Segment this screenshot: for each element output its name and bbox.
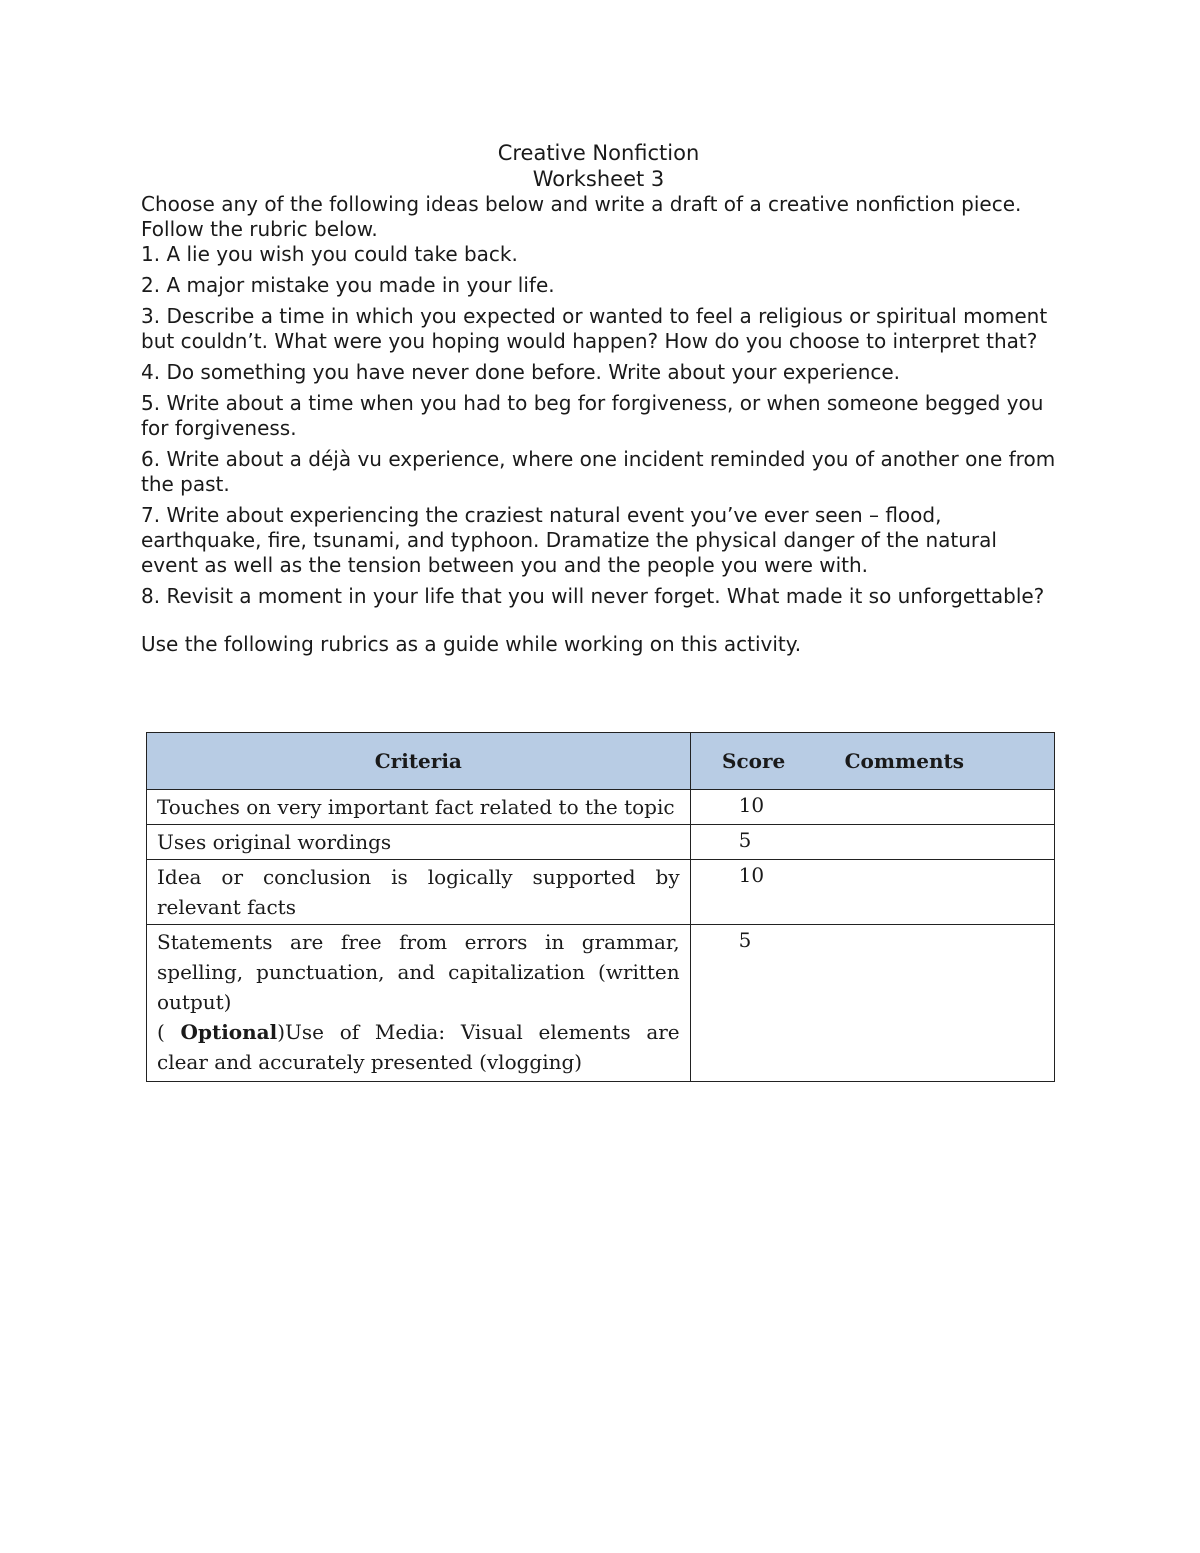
idea-item-7: 7. Write about experiencing the craziest natural event you’ve ever seen – flood, earthquake, fire, tsunami, and typhoon. Dramatize the physical danger of the natural event as well as the tension between you and the people you were with.: [141, 503, 997, 577]
criteria-header: Criteria: [147, 733, 691, 790]
instructions-text: Choose any of the following ideas below and write a draft of a creative nonfiction piece. Follow the rubric below.: [141, 192, 1022, 241]
document-subtitle: Worksheet 3: [532, 167, 665, 191]
criteria-cell: Touches on very important fact related to the topic: [147, 790, 691, 825]
optional-criteria-text: [157, 1017, 680, 1077]
score-header: Score: [722, 749, 786, 773]
idea-item-6: 6. Write about a déjà vu experience, where one incident reminded you of another one from the past.: [141, 447, 1056, 496]
idea-item-2: 2. A major mistake you made in your life.: [141, 273, 555, 297]
rubric-note: Use the following rubrics as a guide while working on this activity.: [141, 632, 802, 656]
idea-item-5: 5. Write about a time when you had to beg for forgiveness, or when someone begged you for forgiveness.: [141, 391, 1044, 440]
criteria-cell: Idea or conclusion is logically supported by relevant facts: [147, 860, 691, 925]
table-row: [147, 825, 1055, 860]
idea-item-3: 3. Describe a time in which you expected or wanted to feel a religious or spiritual moment but couldn’t. What were you hoping would happen? How do you choose to interpret that?: [141, 304, 1048, 353]
score-cell: 5: [690, 925, 1054, 1082]
table-row: [147, 860, 1055, 925]
optional-prefix: (: [157, 1020, 181, 1044]
criteria-text: Statements are free from errors in grammar, spelling, punctuation, and capitalization (written output): [157, 930, 680, 1014]
criteria-cell: Uses original wordings: [147, 825, 691, 860]
worksheet-page: [141, 140, 1056, 1074]
score-cell: 10: [690, 790, 1054, 825]
optional-label: Optional: [180, 1020, 278, 1044]
idea-item-8: 8. Revisit a moment in your life that you will never forget. What made it so unforgettable?: [141, 584, 1045, 608]
document-title: Creative Nonfiction: [497, 141, 700, 165]
idea-item-1: 1. A lie you wish you could take back.: [141, 242, 518, 266]
optional-rest: )Use of Media: Visual elements are clear and accurately presented (vlogging): [157, 1020, 680, 1074]
score-cell: 5: [690, 825, 1054, 860]
comments-header: Comments: [844, 749, 964, 773]
table-row: [147, 925, 1055, 1082]
score-cell: 10: [690, 860, 1054, 925]
rubric-header-row: [147, 733, 1055, 790]
ideas-list: [141, 242, 1056, 609]
table-row: [147, 790, 1055, 825]
idea-item-4: 4. Do something you have never done before. Write about your experience.: [141, 360, 901, 384]
rubric-table: [146, 732, 1055, 1082]
criteria-cell: [147, 925, 691, 1082]
score-comments-header: [690, 733, 1054, 790]
